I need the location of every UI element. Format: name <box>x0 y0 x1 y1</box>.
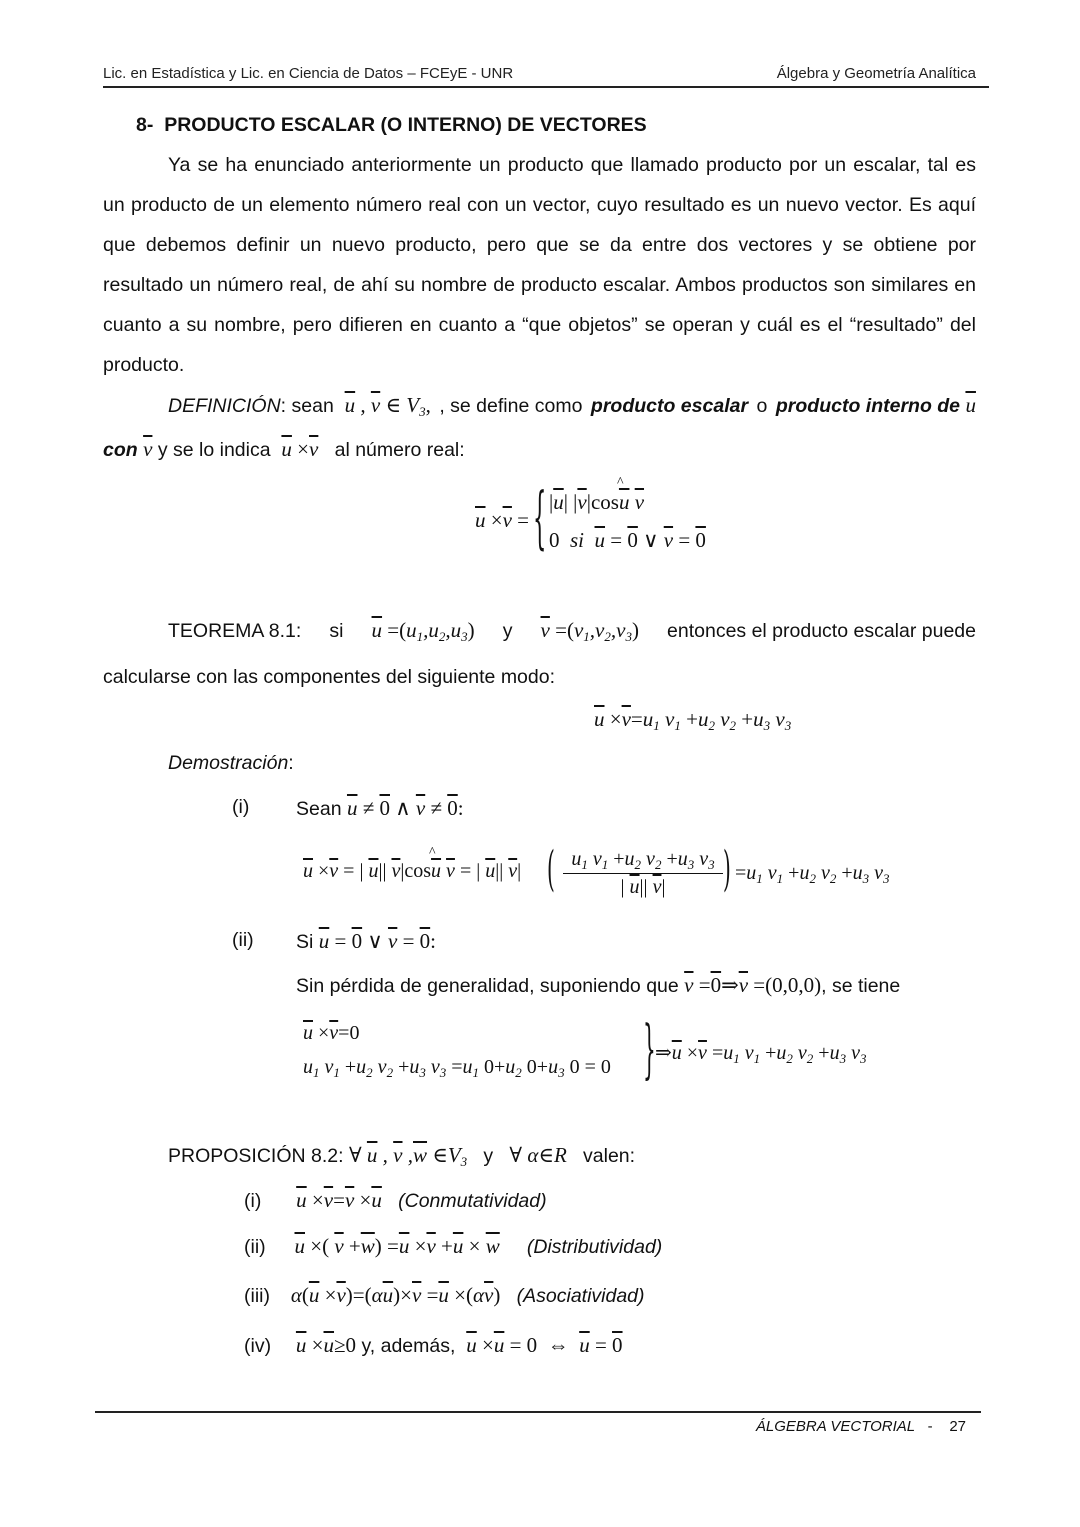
definition-bold-2: producto interno de <box>775 395 961 417</box>
proof-label: Demostración: <box>168 752 294 774</box>
definition-se-define: , se define como <box>439 395 583 417</box>
proposition-item-2: (ii) $\overline{u}$ ×( $\overline{v} +\overline{w}) =\overline{u} \times\overline{v} +\overline{u} \times \overline{w}$ (Distributividad) <box>244 1234 663 1258</box>
theorem-si: si <box>329 620 344 642</box>
definition-bold-1: producto escalar <box>590 395 749 417</box>
footer <box>756 1418 966 1435</box>
header-left: Lic. en Estadística y Lic. en Ciencia de Datos – FCEyE - UNR <box>103 65 514 82</box>
theorem-formula: $\overline{u} \times\overline{v}=u_1$ $v_1 +u_2$ $v_2 +u_3$ $v_3$ <box>594 707 792 733</box>
section-number: 8- <box>136 114 154 136</box>
proposition-header: PROPOSICIÓN 8.2: ∀ $\overline{u}$ , $\overline{v}$ $,\overline{w}$ $\in V_3$ y ∀ α∈R valen: <box>168 1143 636 1169</box>
header-rule <box>103 86 989 88</box>
proof-ii-label: (ii) <box>232 929 254 951</box>
definition-o: o <box>756 395 768 417</box>
intro-text: Ya se ha enunciado anteriormente un producto que llamado producto por un escalar, tal es un producto de un elemento número real con un vector, cuyo resultado es un nuevo vector. Es aquí que debemos definir un nuevo producto, pero que se da entre dos vectores y se obtiene por resultado un número real, de ahí su nombre de producto escalar. Ambos productos son similares en cuanto a su nombre, pero difieren en cuanto a “que objetos” se operan y cuál es el “resultado” del producto. <box>103 154 976 376</box>
definition-sean: : sean <box>280 395 334 417</box>
section-title-text: PRODUCTO ESCALAR (O INTERNO) DE VECTORES <box>164 114 647 136</box>
intro-paragraph <box>103 145 976 385</box>
definition-line-2: con $\overline{v}$ y se lo indica $\overline{u} \times\overline{v}$ al número real: <box>103 437 465 461</box>
theorem-line-1: TEOREMA 8.1: si $\overline{u} =(u_1,u_2,u_3)$ y $\overline{v} =(v_1,v_2,v_3)$ entonces el producto escalar puede <box>168 618 976 644</box>
definition-label: DEFINICIÓN <box>168 395 281 417</box>
definition-si: si <box>570 528 585 552</box>
header-right: Álgebra y Geometría Analítica <box>776 65 976 82</box>
page-number: 27 <box>949 1418 966 1435</box>
section-title <box>136 114 647 137</box>
definition-al-numero: al número real: <box>334 439 465 461</box>
theorem-line-2: calcularse con las componentes del siguiente modo: <box>103 666 556 688</box>
proposition-item-4: (iv) $\overline{u} \times\overline{u}\ge 0$ y, además, $\overline{u} \times\overline{u} = 0$ ⇔ $\overline{u} = 0$ <box>244 1333 623 1357</box>
proof-i-statement: Sean $\overline{u} \ne 0$ ∧ $\overline{v} \ne 0$: <box>296 796 464 820</box>
theorem-entonces: entonces el producto escalar puede <box>667 620 976 642</box>
footer-text: ÁLGEBRA VECTORIAL <box>755 1418 916 1435</box>
definition-math-1: $\overline{u}$ , $\overline{v}$ ∈ $V_3$, <box>344 393 431 419</box>
theorem-y: y <box>502 620 513 642</box>
theorem-label: TEOREMA 8.1: <box>168 620 302 642</box>
proof-ii-line: Sin pérdida de generalidad, suponiendo que $\overline{v}$ $=0\Rightarrow\overline{v} =(0,0,0)$, se tiene <box>296 973 901 997</box>
definition-indica: y se lo indica <box>157 439 271 461</box>
definition-con: con <box>103 439 138 461</box>
footer-separator: - <box>927 1418 933 1435</box>
proof-ii-statement: Si $\overline{u} = 0$ ∨ $\overline{v} = 0$: <box>296 929 436 953</box>
proposition-item-1: (i) $\overline{u} \times\overline{v}=\overline{v} \times\overline{u}$ (Conmutatividad) <box>244 1188 547 1212</box>
footer-rule <box>95 1411 981 1413</box>
proof-i-label: (i) <box>232 796 250 818</box>
proposition-item-3: (iii) $\alpha(\overline{u} \times\overline{v})=(\alpha\overline{u})\times\overline{v} =\overline{u} \times(\alpha\overline{v})$ (Asociatividad) <box>244 1283 645 1307</box>
definition-cos: cos <box>590 490 619 514</box>
definition-line-1: DEFINICIÓN: sean $\overline{u}$ , $\overline{v}$ ∈ $V_3$, , se define como producto escalar o producto interno de $\overline{u}$ <box>168 393 976 419</box>
